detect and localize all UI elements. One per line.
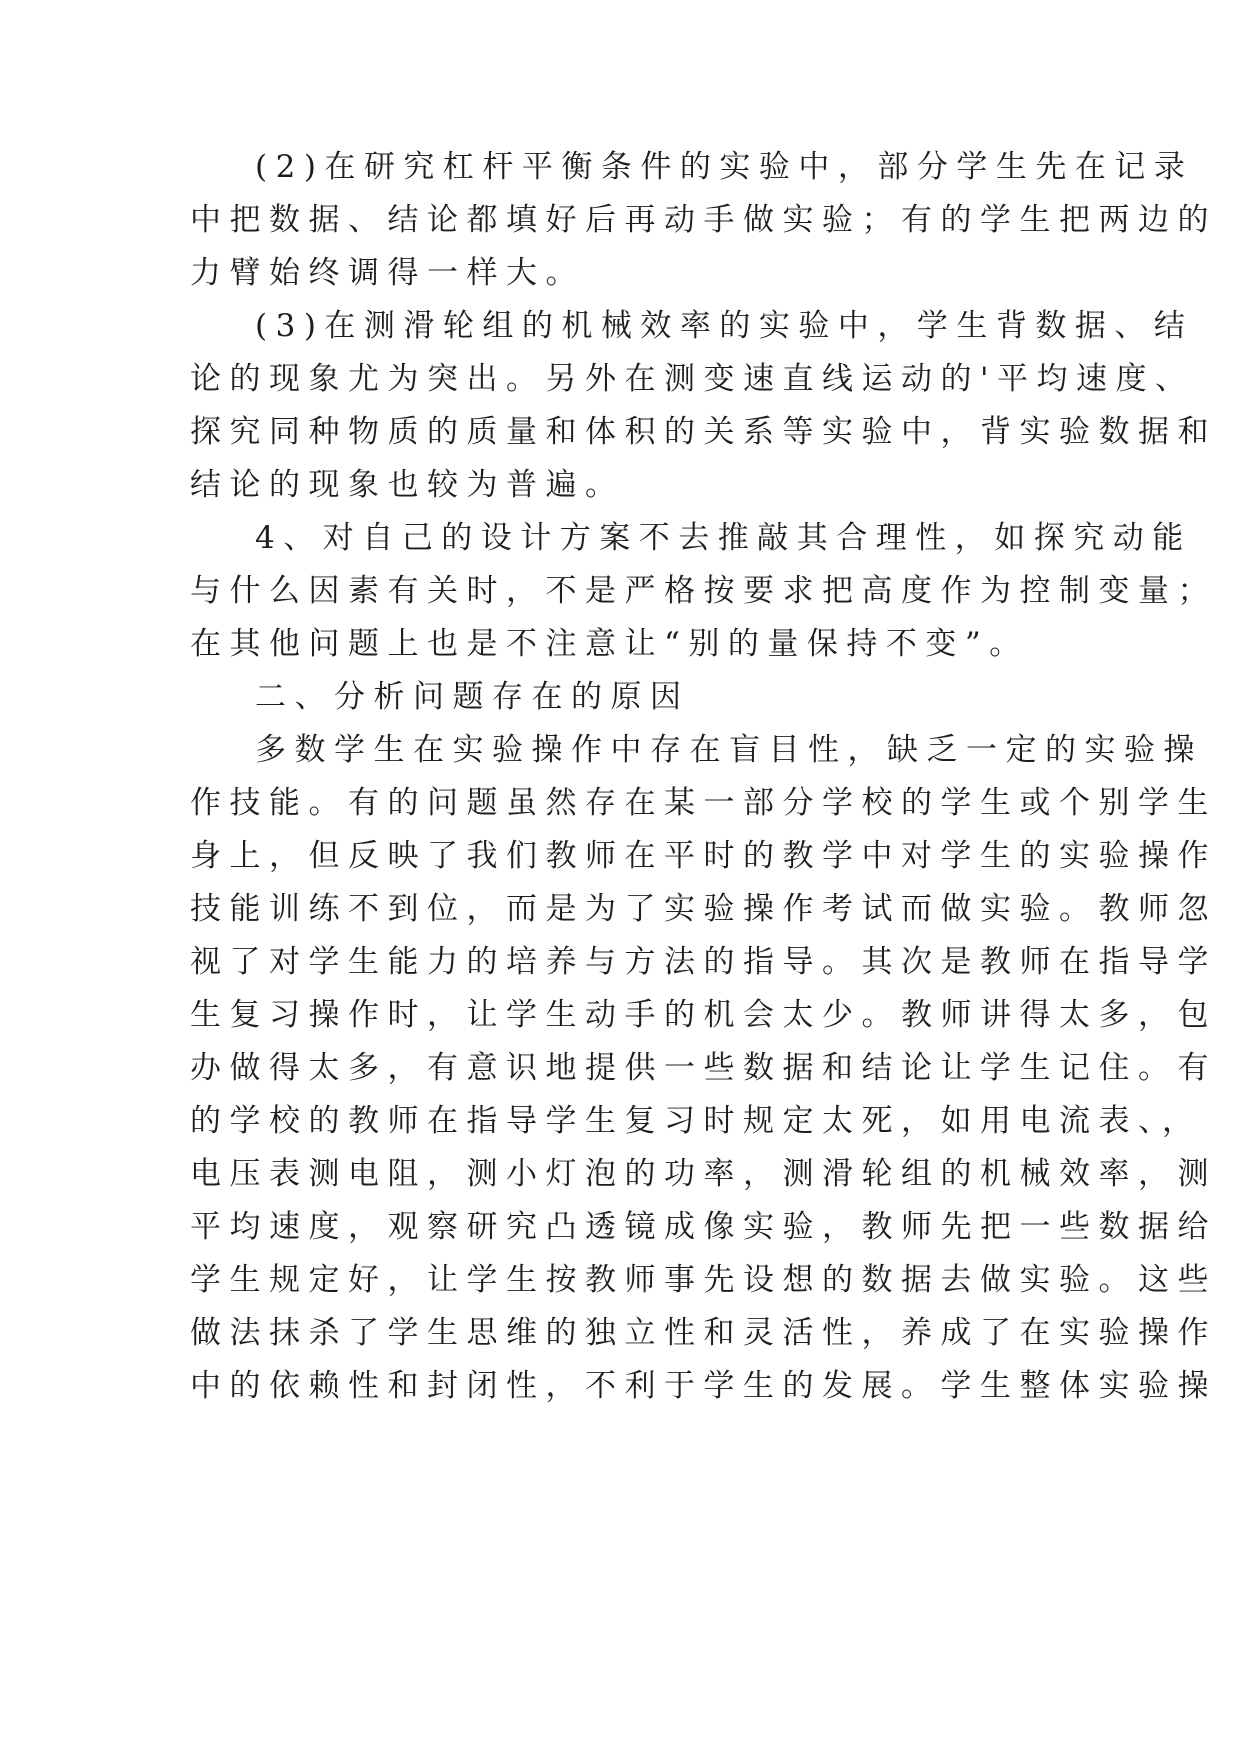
text-line: 视了对学生能力的培养与方法的指导。其次是教师在指导学 — [190, 944, 1217, 980]
text-line: 在其他问题上也是不注意让“别的量保持不变”。 — [190, 626, 1029, 662]
text-line: 4、对自己的设计方案不去推敲其合理性，如探究动能 — [255, 520, 1192, 556]
text-line: 力臂始终调得一样大。 — [190, 255, 585, 291]
text-line: 的学校的教师在指导学生复习时规定太死，如用电流表、， — [190, 1103, 1202, 1139]
text-line: 中把数据、结论都填好后再动手做实验；有的学生把两边的 — [190, 202, 1217, 238]
text-line: 与什么因素有关时，不是严格按要求把高度作为控制变量； — [190, 573, 1217, 609]
text-line: 生复习操作时，让学生动手的机会太少。教师讲得太多，包 — [190, 997, 1217, 1033]
text-line: 技能训练不到位，而是为了实验操作考试而做实验。教师忽 — [190, 891, 1217, 927]
text-line: 中的依赖性和封闭性，不利于学生的发展。学生整体实验操 — [190, 1368, 1217, 1404]
text-line: (2)在研究杠杆平衡条件的实验中，部分学生先在记录 — [255, 149, 1194, 185]
text-line: 平均速度，观察研究凸透镜成像实验，教师先把一些数据给 — [190, 1209, 1217, 1245]
text-line: 办做得太多，有意识地提供一些数据和结论让学生记住。有 — [190, 1050, 1217, 1086]
text-line: (3)在测滑轮组的机械效率的实验中，学生背数据、结 — [255, 308, 1194, 344]
text-line: 探究同种物质的质量和体积的关系等实验中，背实验数据和 — [190, 414, 1217, 450]
text-line: 做法抹杀了学生思维的独立性和灵活性，养成了在实验操作 — [190, 1315, 1217, 1351]
text-line: 结论的现象也较为普遍。 — [190, 467, 625, 503]
section-heading: 二、分析问题存在的原因 — [255, 679, 690, 715]
text-line: 电压表测电阻，测小灯泡的功率，测滑轮组的机械效率，测 — [190, 1156, 1217, 1192]
text-line: 多数学生在实验操作中存在盲目性，缺乏一定的实验操 — [255, 732, 1203, 768]
text-line: 论的现象尤为突出。另外在测变速直线运动的'平均速度、 — [190, 361, 1195, 397]
text-line: 学生规定好，让学生按教师事先设想的数据去做实验。这些 — [190, 1262, 1217, 1298]
text-line: 身上，但反映了我们教师在平时的教学中对学生的实验操作 — [190, 838, 1217, 874]
text-line: 作技能。有的问题虽然存在某一部分学校的学生或个别学生 — [190, 785, 1217, 821]
